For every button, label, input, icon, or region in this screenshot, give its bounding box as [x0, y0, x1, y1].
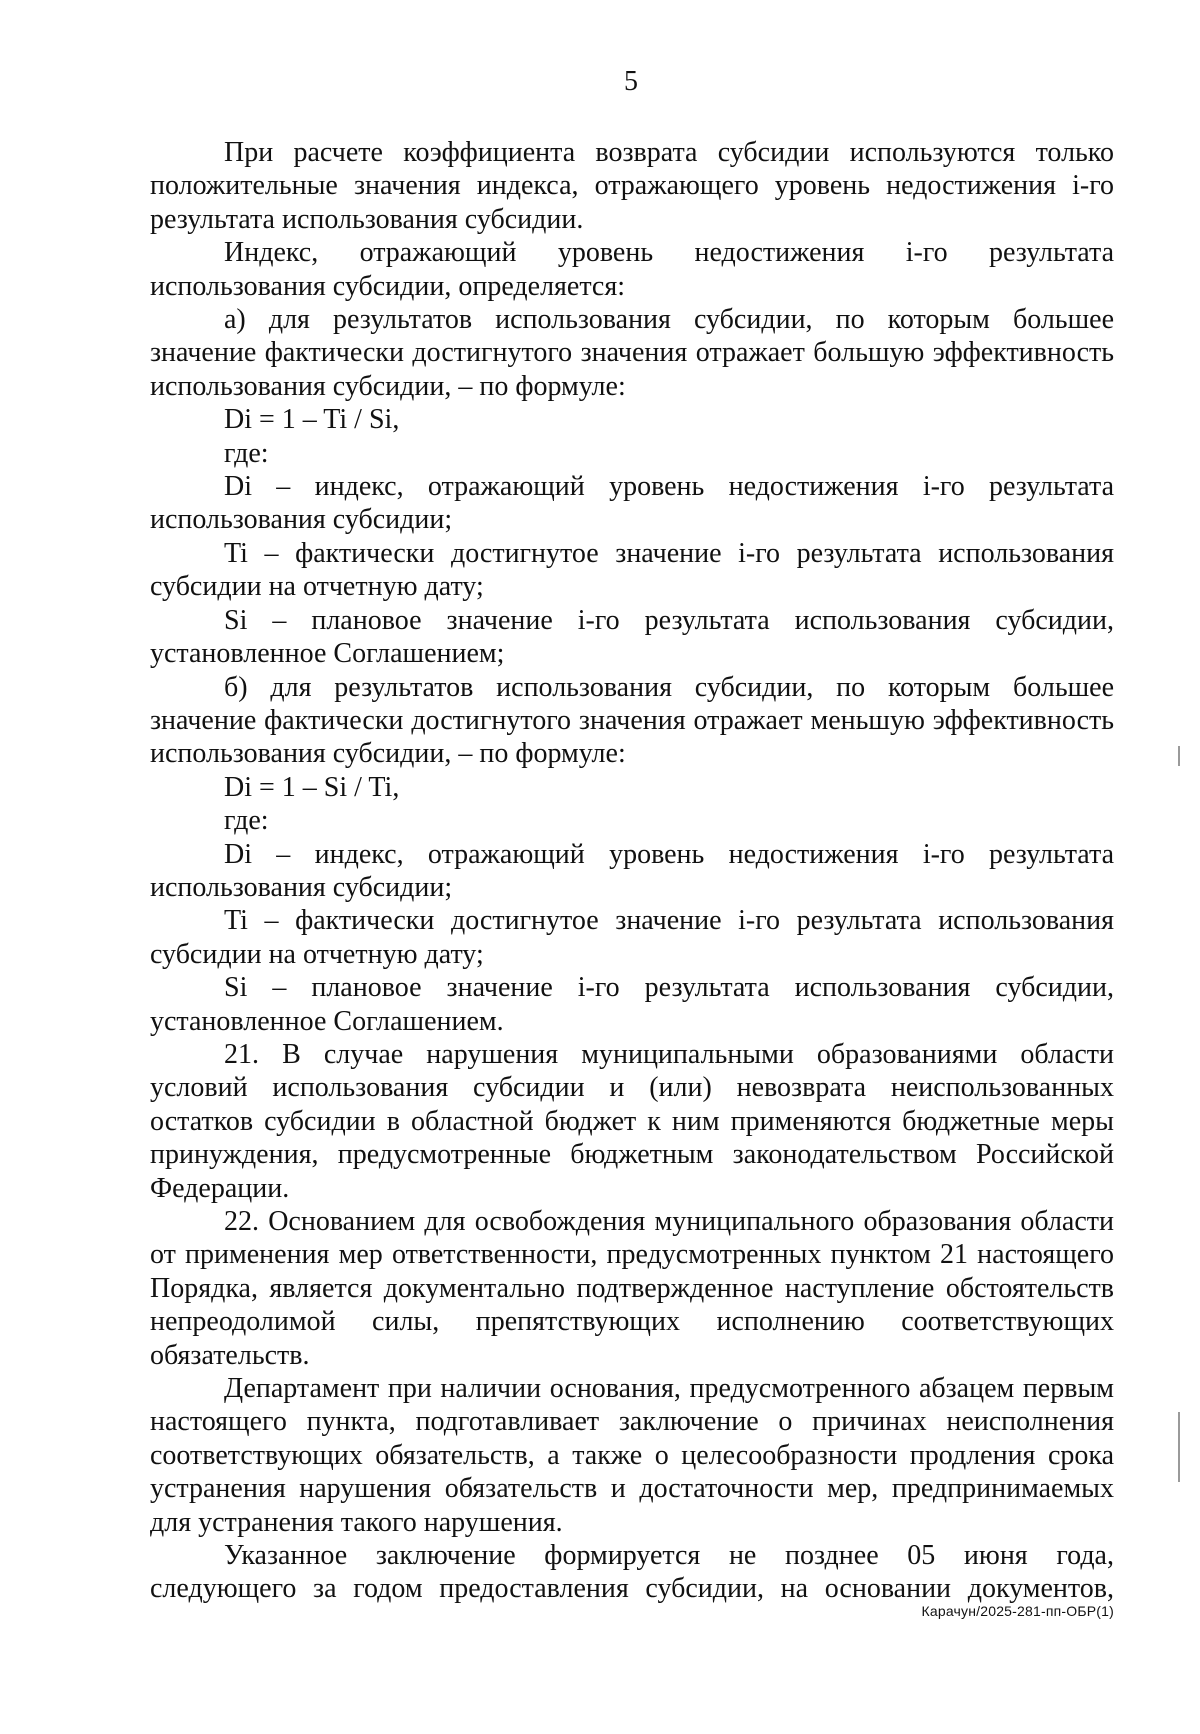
paragraph-item-21: 21. В случае нарушения муниципальными образованиями области условий использования субсидии и (или) невозврата неиспользованных остатков субсидии в областной бюджет к ним применяются бюджетные меры принуждения, предусмотренные бюджетным законодательством Российской Федерации. — [150, 1038, 1114, 1204]
paragraph-case-b: б) для результатов использования субсидии, по которым большее значение фактически достигнутого значения отражает меньшую эффективность использования субсидии, – по формуле: — [150, 671, 1114, 770]
scan-artifact-line — [1178, 1412, 1180, 1482]
formula-b: Di = 1 – Si / Ti, — [224, 771, 400, 803]
where-label: где: — [224, 805, 269, 837]
document-code: Карачун/2025-281-пп-ОБР(1) — [921, 1603, 1114, 1619]
paragraph-case-a: а) для результатов использования субсидии, по которым большее значение фактически достигнутого значения отражает большую эффективность использования субсидии, – по формуле: — [150, 304, 1114, 402]
scan-artifact-line — [1178, 746, 1180, 766]
definition-si: Si – плановое значение i-го результата использования субсидии, установленное Соглашением. — [150, 972, 1114, 1037]
definition-si: Si – плановое значение i-го результата использования субсидии, установленное Соглашением; — [150, 604, 1114, 670]
paragraph-department: Департамент при наличии основания, предусмотренного абзацем первым настоящего пункта, подготавливает заключение о причинах неисполнения соответствующих обязательств, а также о целесообразности продления срока устранения нарушения обязательств и достаточности мер, предпринимаемых для устранения такого нарушения. — [150, 1373, 1114, 1538]
formula-a: Di = 1 – Ti / Si, — [224, 404, 400, 436]
paragraph-conclusion: Указанное заключение формируется не позднее 05 июня года, следующего за годом предоставления субсидии, на основании документов, — [150, 1540, 1114, 1605]
where-label: где: — [224, 437, 269, 469]
definition-ti: Ti – фактически достигнутое значение i-го результата использования субсидии на отчетную дату; — [150, 537, 1114, 603]
paragraph-coefficient-note: При расчете коэффициента возврата субсидии используются только положительные значения индекса, отражающего уровень недостижения i-го результата использования субсидии. — [150, 137, 1114, 235]
definition-di: Di – индекс, отражающий уровень недостижения i-го результата использования субсидии; — [150, 471, 1114, 536]
document-body — [150, 136, 1114, 1606]
definition-ti: Ti – фактически достигнутое значение i-го результата использования субсидии на отчетную дату; — [150, 905, 1114, 970]
page-number: 5 — [624, 66, 638, 97]
definition-di: Di – индекс, отражающий уровень недостижения i-го результата использования субсидии; — [150, 838, 1114, 903]
paragraph-index-definition: Индекс, отражающий уровень недостижения i-го результата использования субсидии, определяется: — [150, 237, 1114, 302]
paragraph-item-22: 22. Основанием для освобождения муниципального образования области от применения мер ответственности, предусмотренных пунктом 21 настоящего Порядка, является документально подтвержденное наступление обстоятельств непреодолимой силы, препятствующих исполнению соответствующих обязательств. — [150, 1206, 1114, 1371]
